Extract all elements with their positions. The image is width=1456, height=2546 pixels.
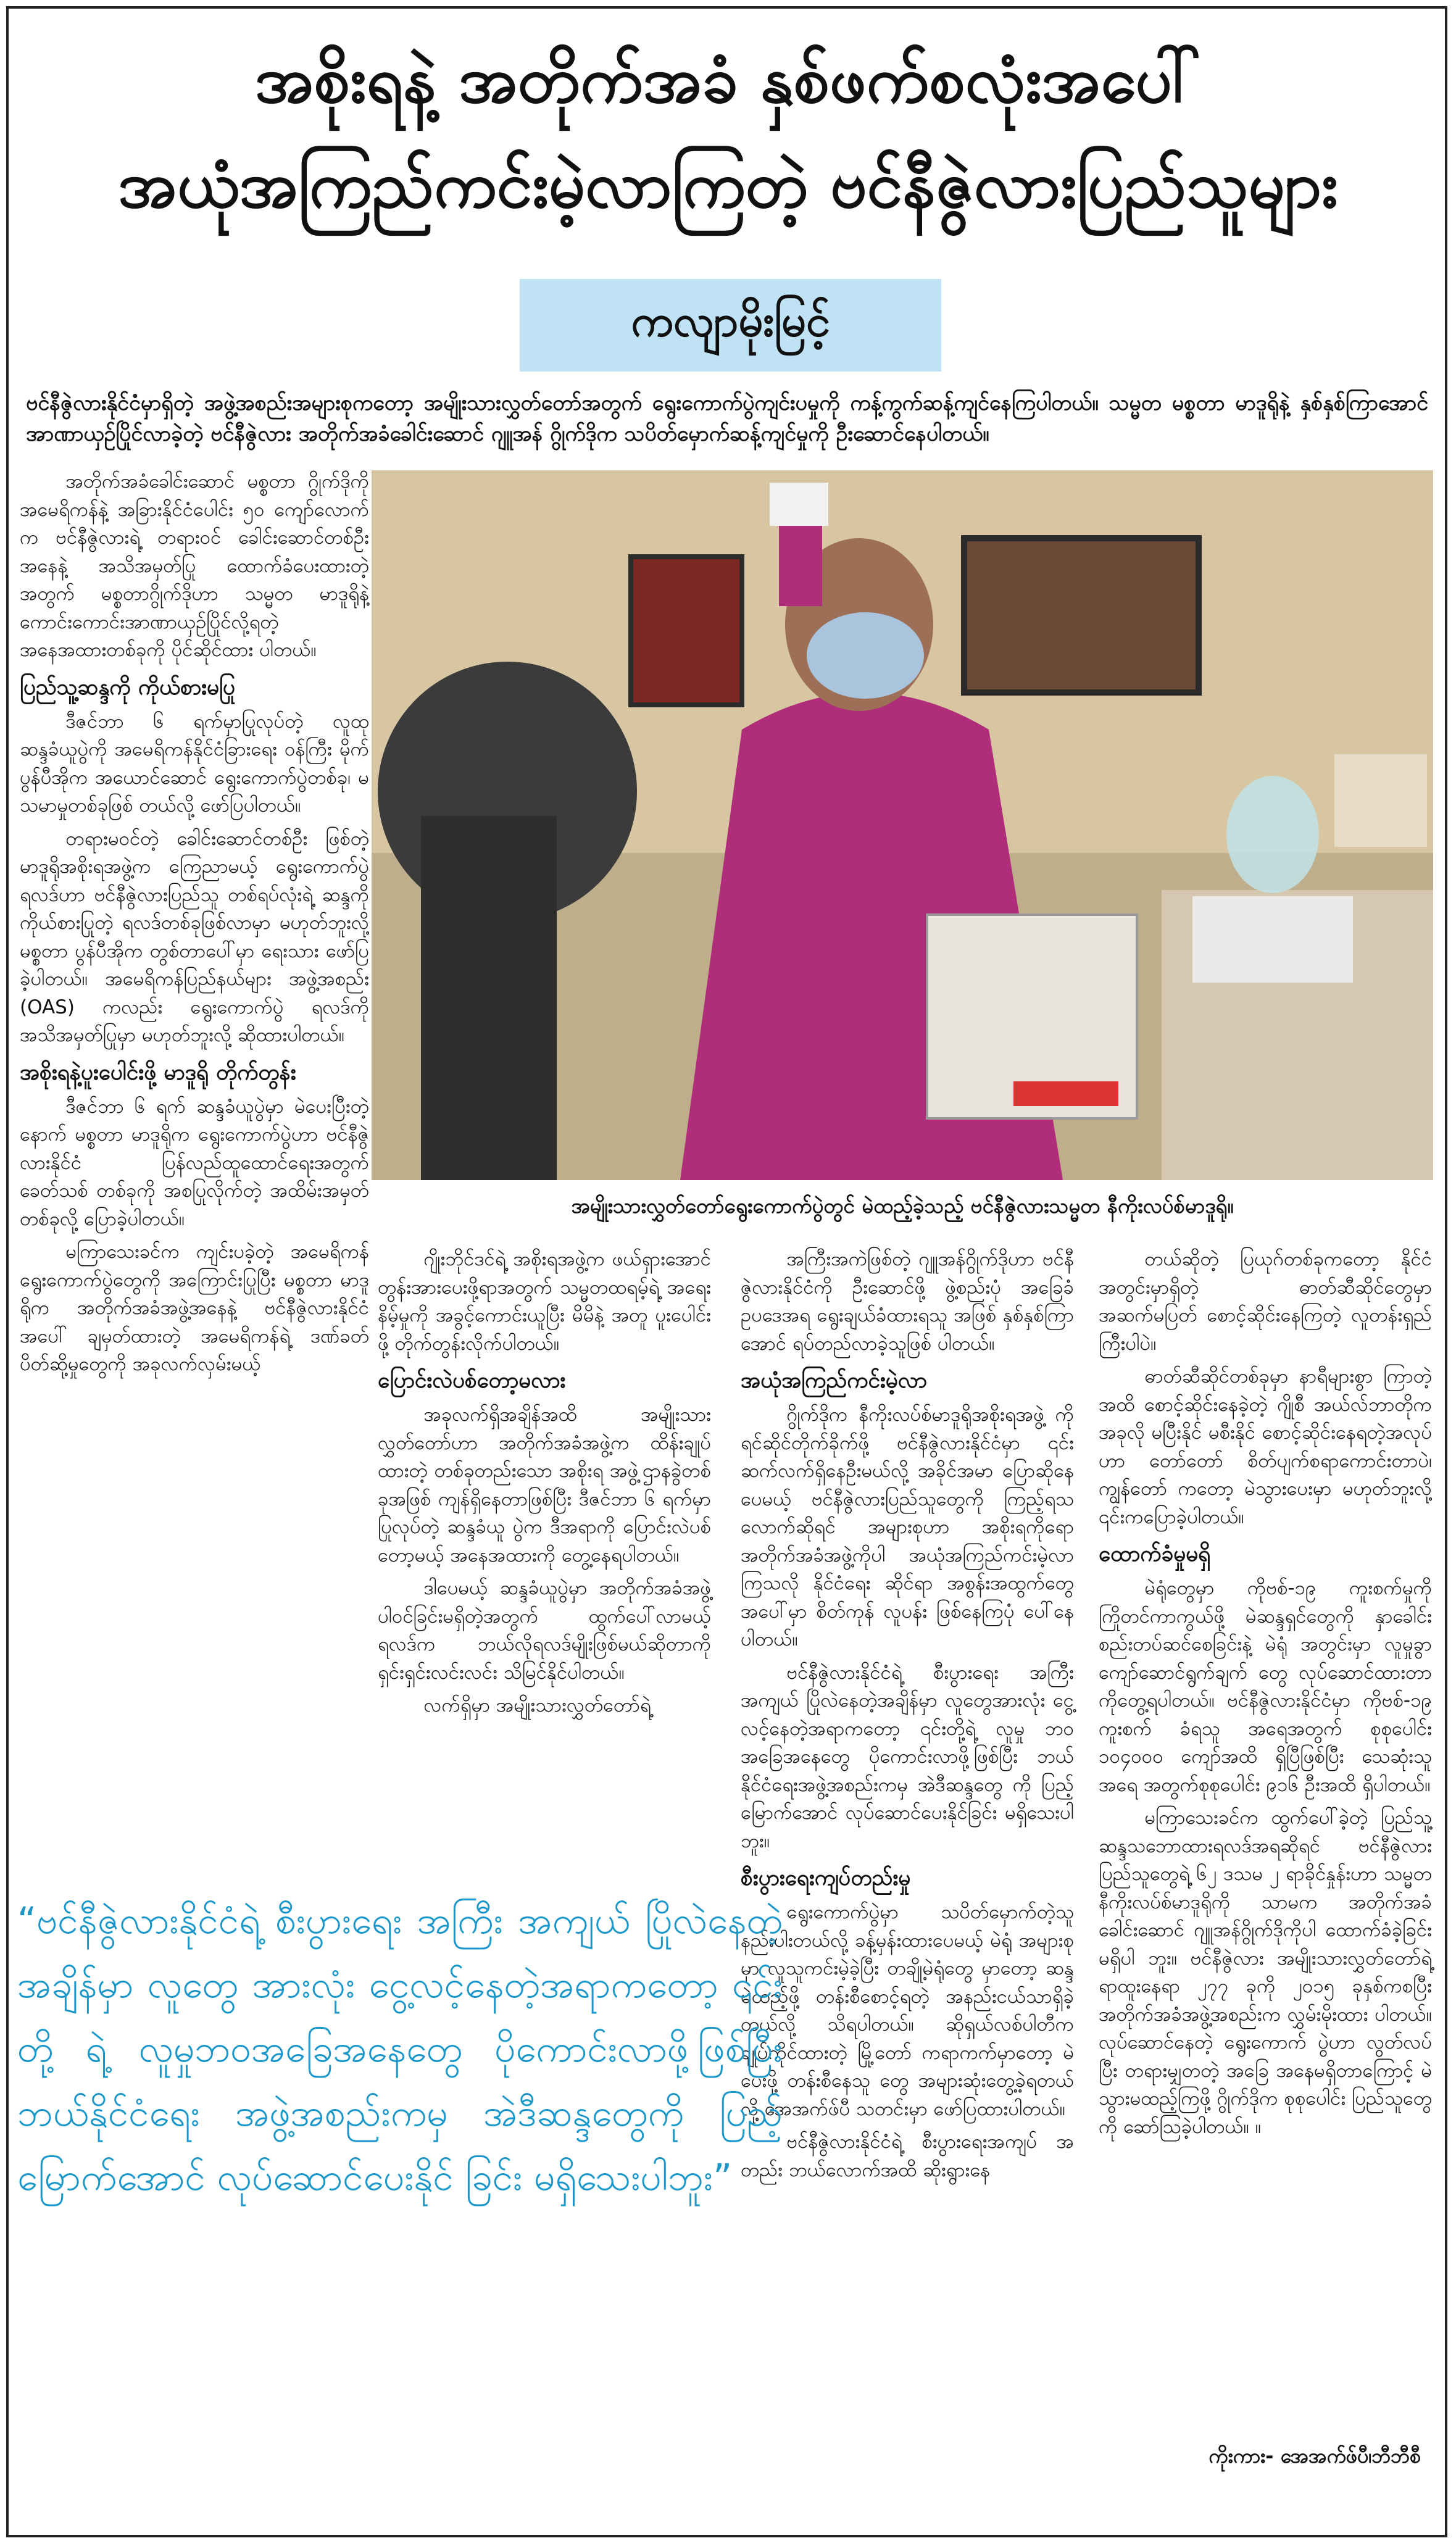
col3-subheading: စီးပွားရေးကျပ်တည်းမှု [741,1866,911,1891]
col1-subheading: အစိုးရနဲ့ပူးပေါင်းဖို့ မာဒူရို တိုက်တွန်း [20,1060,296,1085]
col3-paragraph: ဗင်နီဇွဲလားနိုင်ငံရဲ့ စီးပွားရေး အကြီး အကျယ် ပြိုလဲနေတဲ့အချိန်မှာ လူတွေအားလုံး ငွေ့လင့်နေတဲ့အရာကတော့ ၎င်းတို့ရဲ့ လူမှု ဘဝအခြေအနေတွေ ပိုကောင်းလာဖို့ဖြစ်ပြီး ဘယ်နိုင်ငံရေးအဖွဲ့အစည်းကမှ အဲဒီဆန္ဒတွေ ကို ပြည့်မြောက်အောင် လုပ်ဆောင်ပေးနိုင်ခြင်း မရှိသေးပါဘူး။ [741,1661,1074,1852]
intro-paragraph: ဗင်နီဇွဲလားနိုင်ငံမှာရှိတဲ့ အဖွဲ့အစည်းအများစုကတော့ အမျိုးသားလွှတ်တော်အတွက် ရွေးကောက်ပွဲကျင်းပမှုကို ကန့်ကွက်ဆန့်ကျင်နေကြပါတယ်။ သမ္မတ မစ္စတာ မာဒူရိုနဲ့ နှစ်နှစ်ကြာအောင် အာဏာယှဉ်ပြိုင်လာခဲ့တဲ့ ဗင်နီဇွဲလား အတိုက်အခံခေါင်းဆောင် ဂျူအန် ဂွိုက်ဒိုက သပိတ်မှောက်ဆန့်ကျင်မှုကို ဦးဆောင်နေပါတယ်။ [26,391,1428,446]
headline-line-2: အယုံအကြည်ကင်းမဲ့လာကြတဲ့ ဗင်နီဇွဲလားပြည်သူများ [118,147,1338,222]
article-column-1 [20,468,369,1384]
photo-illustration [372,470,1433,1180]
col1-paragraph: တရားမဝင်တဲ့ ခေါင်းဆောင်တစ်ဦး ဖြစ်တဲ့ မာဒူရိုအစိုးရအဖွဲ့က ကြေညာမယ့် ရွေးကောက်ပွဲရလဒ်ဟာ ဗင်နီဇွဲလားပြည်သူ တစ်ရပ်လုံးရဲ့ ဆန္ဒကို ကိုယ်စားပြုတဲ့ ရလဒ်တစ်ခုဖြစ်လာမှာ မဟုတ်ဘူးလို့ မစ္စတာ ပွန်ပီအိုက တွစ်တာပေါ်မှာ ရေးသား ဖော်ပြခဲ့ပါတယ်။ အမေရိကန်ပြည်နယ်များ အဖွဲ့အစည်း (OAS) ကလည်း ရွေးကောက်ပွဲ ရလဒ်ကို အသိအမှတ်ပြုမှာ မဟုတ်ဘူးလို့ ဆိုထားပါတယ်။ [20,827,369,1046]
photo-caption: အမျိုးသားလွှတ်တော်ရွေးကောက်ပွဲတွင် မဲထည့်ခဲ့သည့် ဗင်နီဇွဲလားသမ္မတ နီကိုးလပ်စ်မာဒူရို။ [372,1184,1433,1232]
col1-paragraph: ဒီဇင်ဘာ ၆ ရက်မှာပြုလုပ်တဲ့ လူထု ဆန္ဒခံယူပွဲကို အမေရိကန်နိုင်ငံခြားရေး ဝန်ကြီး မိုက်ပွန်ပီအိုက အယောင်ဆောင် ရွေးကောက်ပွဲတစ်ခု၊ မသမာမှုတစ်ခုဖြစ် တယ်လို့ ဖော်ပြပါတယ်။ [20,710,369,817]
col3-paragraph: ဂွိုက်ဒိုက နီကိုးလပ်စ်မာဒူရိုအစိုးရအဖွဲ့ ကို ရင်ဆိုင်တိုက်ခိုက်ဖို့ ဗင်နီဇွဲလားနိုင်ငံမှာ ၎င်းဆက်လက်ရှိနေဦးမယ်လို့ အခိုင်အမာ ပြောဆိုနေပေမယ့် ဗင်နီဇွဲလားပြည်သူတွေကို ကြည့်ရသလောက်ဆိုရင် အများစုဟာ အစိုးရကိုရော အတိုက်အခံအဖွဲ့ကိုပါ အယုံအကြည်ကင်းမဲ့လာကြသလို နိုင်ငံရေး ဆိုင်ရာ အစွန်းအထွက်တွေအပေါ်မှာ စိတ်ကုန် လူပန်း ဖြစ်နေကြပုံ ပေါ်နေပါတယ်။ [741,1404,1074,1650]
col4-paragraph: မကြာသေးခင်က ထွက်ပေါ်ခဲ့တဲ့ ပြည်သူ့ ဆန္ဒသဘောထားရလဒ်အရဆိုရင် ဗင်နီဇွဲလား ပြည်သူတွေရဲ့ ၆၂ ဒသမ ၂ ရာခိုင်နှုန်းဟာ သမ္မတ နီကိုးလပ်စ်မာဒူရိုကို သာမက အတိုက်အခံခေါင်းဆောင် ဂျူအန်ဂွိုက်ဒိုကိုပါ ထောက်ခံခဲ့ခြင်း မရှိပါ ဘူး။ ဗင်နီဇွဲလား အမျိုးသားလွှတ်တော်ရဲ့ ရာထူးနေရာ ၂၇၇ ခုကို ၂၀၁၅ ခုနှစ်ကစပြီး အတိုက်အခံအဖွဲ့အစည်းက လွှမ်းမိုးထား ပါတယ်။ လုပ်ဆောင်နေတဲ့ ရွေးကောက် ပွဲဟာ လွတ်လပ်ပြီး တရားမျှတတဲ့ အခြေ အနေမရှိတာကြောင့် မဲသွားမထည့်ကြဖို့ ဂွိုက်ဒိုက စုစုပေါင်း ပြည်သူတွေကို ဆော်သြခဲ့ပါတယ်။ ။ [1099,1807,1432,2138]
col2-paragraph: လက်ရှိမှာ အမျိုးသားလွှတ်တော်ရဲ့ [423,1694,651,1716]
col1-paragraph: ဒီဇင်ဘာ ၆ ရက် ဆန္ဒခံယူပွဲမှာ မဲပေးပြီးတဲ့နောက် မစ္စတာ မာဒူရိုက ရွေးကောက်ပွဲဟာ ဗင်နီဇွဲလားနိုင်ငံ ပြန်လည်ထူထောင်ရေးအတွက် ခေတ်သစ် တစ်ခုကို အစပြုလိုက်တဲ့ အထိမ်းအမှတ် တစ်ခုလို့ ပြောခဲ့ပါတယ်။ [20,1095,369,1230]
article-column-3 [741,1246,1074,2189]
article-column-4 [1099,1246,1432,2146]
byline: ကလျာမိုးမြင့် [520,279,941,372]
col4-paragraph: တယ်ဆိုတဲ့ ပြယုဂ်တစ်ခုကတော့ နိုင်ငံ အတွင်းမှာရှိတဲ့ ဓာတ်ဆီဆိုင်တွေမှာ အဆက်မပြတ် စောင့်ဆိုင်းနေကြတဲ့ လူတန်းရှည်ကြီးပါပဲ။ [1099,1248,1432,1355]
col1-paragraph: အတိုက်အခံခေါင်းဆောင် မစ္စတာ ဂွိုက်ဒိုကို အမေရိကန်နဲ့ အခြားနိုင်ငံပေါင်း ၅၀ ကျော်လောက်က ဗင်နီဇွဲလားရဲ့ တရားဝင် ခေါင်းဆောင်တစ်ဦးအနေနဲ့ အသိအမှတ်ပြု ထောက်ခံပေးထားတဲ့ အတွက် မစ္စတာဂွိုက်ဒိုဟာ သမ္မတ မာဒူရိုနဲ့ ကောင်းကောင်းအာဏာယှဉ်ပြိုင်လို့ရတဲ့ အနေအထားတစ်ခုကို ပိုင်ဆိုင်ထား ပါတယ်။ [20,470,369,661]
article-photo [372,470,1433,1180]
article-column-2 [378,1246,711,1725]
col2-paragraph: ဂျိုးဘိုင်ဒင်ရဲ့ အစိုးရအဖွဲ့က ဖယ်ရှားအောင် တွန်းအားပေးဖို့ရာအတွက် သမ္မတထရမ့်ရဲ့ အရေးနိမ့်မှုကို အခွင့်ကောင်းယူပြီး မိမိနဲ့ အတူ ပူးပေါင်းဖို့ တိုက်တွန်းလိုက်ပါတယ်။ [378,1248,711,1355]
col2-subheading: ပြောင်းလဲပစ်တော့မလား [378,1368,566,1393]
pull-quote: “ဗင်နီဇွဲလားနိုင်ငံရဲ့ စီးပွားရေး အကြီး အကျယ် ပြိုလဲနေတဲ့အချိန်မှာ လူတွေ အားလုံး ငွေ့လင့်နေတဲ့အရာကတော့ ၎င်းတို့ ရဲ့ လူမှုဘဝအခြေအနေတွေ ပိုကောင်းလာဖို့ဖြစ်ပြီး ဘယ်နိုင်ငံရေး အဖွဲ့အစည်းကမှ အဲဒီဆန္ဒတွေကို ပြည့်မြောက်အောင် လုပ်ဆောင်ပေးနိုင် ခြင်း မရှိသေးပါဘူး” [17,1899,783,2199]
source-credit: ကိုးကား- အေအက်ဖ်ပီ၊ဘီဘီစီ [1208,2444,1421,2468]
col1-paragraph: မကြာသေးခင်က ကျင်းပခဲ့တဲ့ အမေရိကန် ရွေးကောက်ပွဲတွေကို အကြောင်းပြုပြီး မစ္စတာ မာဒူရိုက အတိုက်အခံအဖွဲ့အနေနဲ့ ဗင်နီဇွဲလားနိုင်ငံ အပေါ် ချမှတ်ထားတဲ့ အမေရိကန်ရဲ့ ဒဏ်ခတ်ပိတ်ဆို့မှုတွေကို အခုလက်လှမ်းမယ့် [20,1241,369,1375]
col2-paragraph: ဒါပေမယ့် ဆန္ဒခံယူပွဲမှာ အတိုက်အခံအဖွဲ့ ပါဝင်ခြင်းမရှိတဲ့အတွက် ထွက်ပေါ်လာမယ့် ရလဒ်က ဘယ်လိုရလဒ်မျိုးဖြစ်မယ်ဆိုတာကို ရှင်းရှင်းလင်းလင်း သိမြင်နိုင်ပါတယ်။ [378,1577,711,1684]
headline-line-1: အစိုးရနဲ့ အတိုက်အခံ နှစ်ဖက်စလုံးအပေါ် [255,42,1201,117]
col4-subheading: ထောက်ခံမှုမရှိ [1099,1542,1211,1566]
col3-subheading: အယုံအကြည်ကင်းမဲ့လာ [741,1368,927,1393]
col1-subheading: ပြည်သူ့ဆန္ဒကို ကိုယ်စားမပြု [20,675,235,700]
col4-paragraph: ဓာတ်ဆီဆိုင်တစ်ခုမှာ နာရီများစွာ ကြာတဲ့အထိ စောင့်ဆိုင်းနေခဲ့တဲ့ ဂျိုစီ အယ်လ်ဘာတိုက အခုလို မပြီးနိုင် မစီးနိုင် စောင့်ဆိုင်းနေရတဲ့အလုပ်ဟာ တော်တော် စိတ်ပျက်စရာကောင်းတာပဲ၊ ကျွန်တော် ကတော့ မဲသွားပေးမှာ မဟုတ်ဘူးလို့ ၎င်းကပြောခဲ့ပါတယ်။ [1099,1365,1432,1528]
col3-paragraph: ရွေးကောက်ပွဲမှာ သပိတ်မှောက်တဲ့သူ နည်းပါးတယ်လို့ ခန့်မှန်းထားပေမယ့် မဲရုံ အများစုမှာ လူသူကင်းမဲ့ခဲ့ပြီး တချို့မဲရုံတွေ မှာတော့ ဆန္ဒမဲထည့်ဖို့ တန်းစီစောင့်ရတဲ့ အနည်းငယ်သာရှိခဲ့တယ်လို့ သိရပါတယ်။ ဆိုရှယ်လစ်ပါတီက ချုပ်ကိုင်ထားတဲ့ မြို့တော် ကရာကက်မှာတော့ မဲပေးဖို့ တန်းစီနေသူ တွေ အများဆုံးတွေ့ခဲ့ရတယ်လို့ အေအက်ဖ်ပီ သတင်းမှာ ဖော်ပြထားပါတယ်။ [741,1901,1074,2120]
col3-paragraph: အကြီးအကဲဖြစ်တဲ့ ဂျူအန်ဂွိုက်ဒိုဟာ ဗင်နီဇွဲလားနိုင်ငံကို ဦးဆောင်ဖို့ ဖွဲ့စည်းပုံ အခြေခံဥပဒေအရ ရွေးချယ်ခံထားရသူ အဖြစ် နှစ်နှစ်ကြာအောင် ရပ်တည်လာခဲ့သူဖြစ် ပါတယ်။ [741,1248,1074,1355]
col3-paragraph: ဗင်နီဇွဲလားနိုင်ငံရဲ့ စီးပွားရေးအကျပ် အတည်း ဘယ်လောက်အထိ ဆိုးရွားနေ [741,2131,1074,2181]
col4-paragraph: မဲရုံတွေမှာ ကိုဗစ်-၁၉ ကူးစက်မှုကို ကြိုတင်ကာကွယ်ဖို့ မဲဆန္ဒရှင်တွေကို နှာခေါင်းစည်းတပ်ဆင်စေခြင်းနဲ့ မဲရုံ အတွင်းမှာ လူမှုခွာကျော်ဆောင်ရွက်ချက် တွေ လုပ်ဆောင်ထားတာကိုတွေ့ရပါတယ်။ ဗင်နီဇွဲလားနိုင်ငံမှာ ကိုဗစ်-၁၉ ကူးစက် ခံရသူ အရေအတွက် စုစုပေါင်း ၁၀၄၀၀၀ ကျော်အထိ ရှိပြီဖြစ်ပြီး သေဆုံးသူ အရေ အတွက်စုစုပေါင်း ၉၁၆ ဦးအထိ ရှိပါတယ်။ [1099,1577,1432,1796]
col2-paragraph: အခုလက်ရှိအချိန်အထိ အမျိုးသား လွှတ်တော်ဟာ အတိုက်အခံအဖွဲ့က ထိန်းချုပ်ထားတဲ့ တစ်ခုတည်းသော အစိုးရ အဖွဲ့ဌာနခွဲတစ်ခုအဖြစ် ကျန်ရှိနေတာဖြစ်ပြီး ဒီဇင်ဘာ ၆ ရက်မှာ ပြုလုပ်တဲ့ ဆန္ဒခံယူ ပွဲက ဒီအရာကို ပြောင်းလဲပစ်တော့မယ့် အနေအထားကို တွေ့နေရပါတယ်။ [378,1404,711,1566]
